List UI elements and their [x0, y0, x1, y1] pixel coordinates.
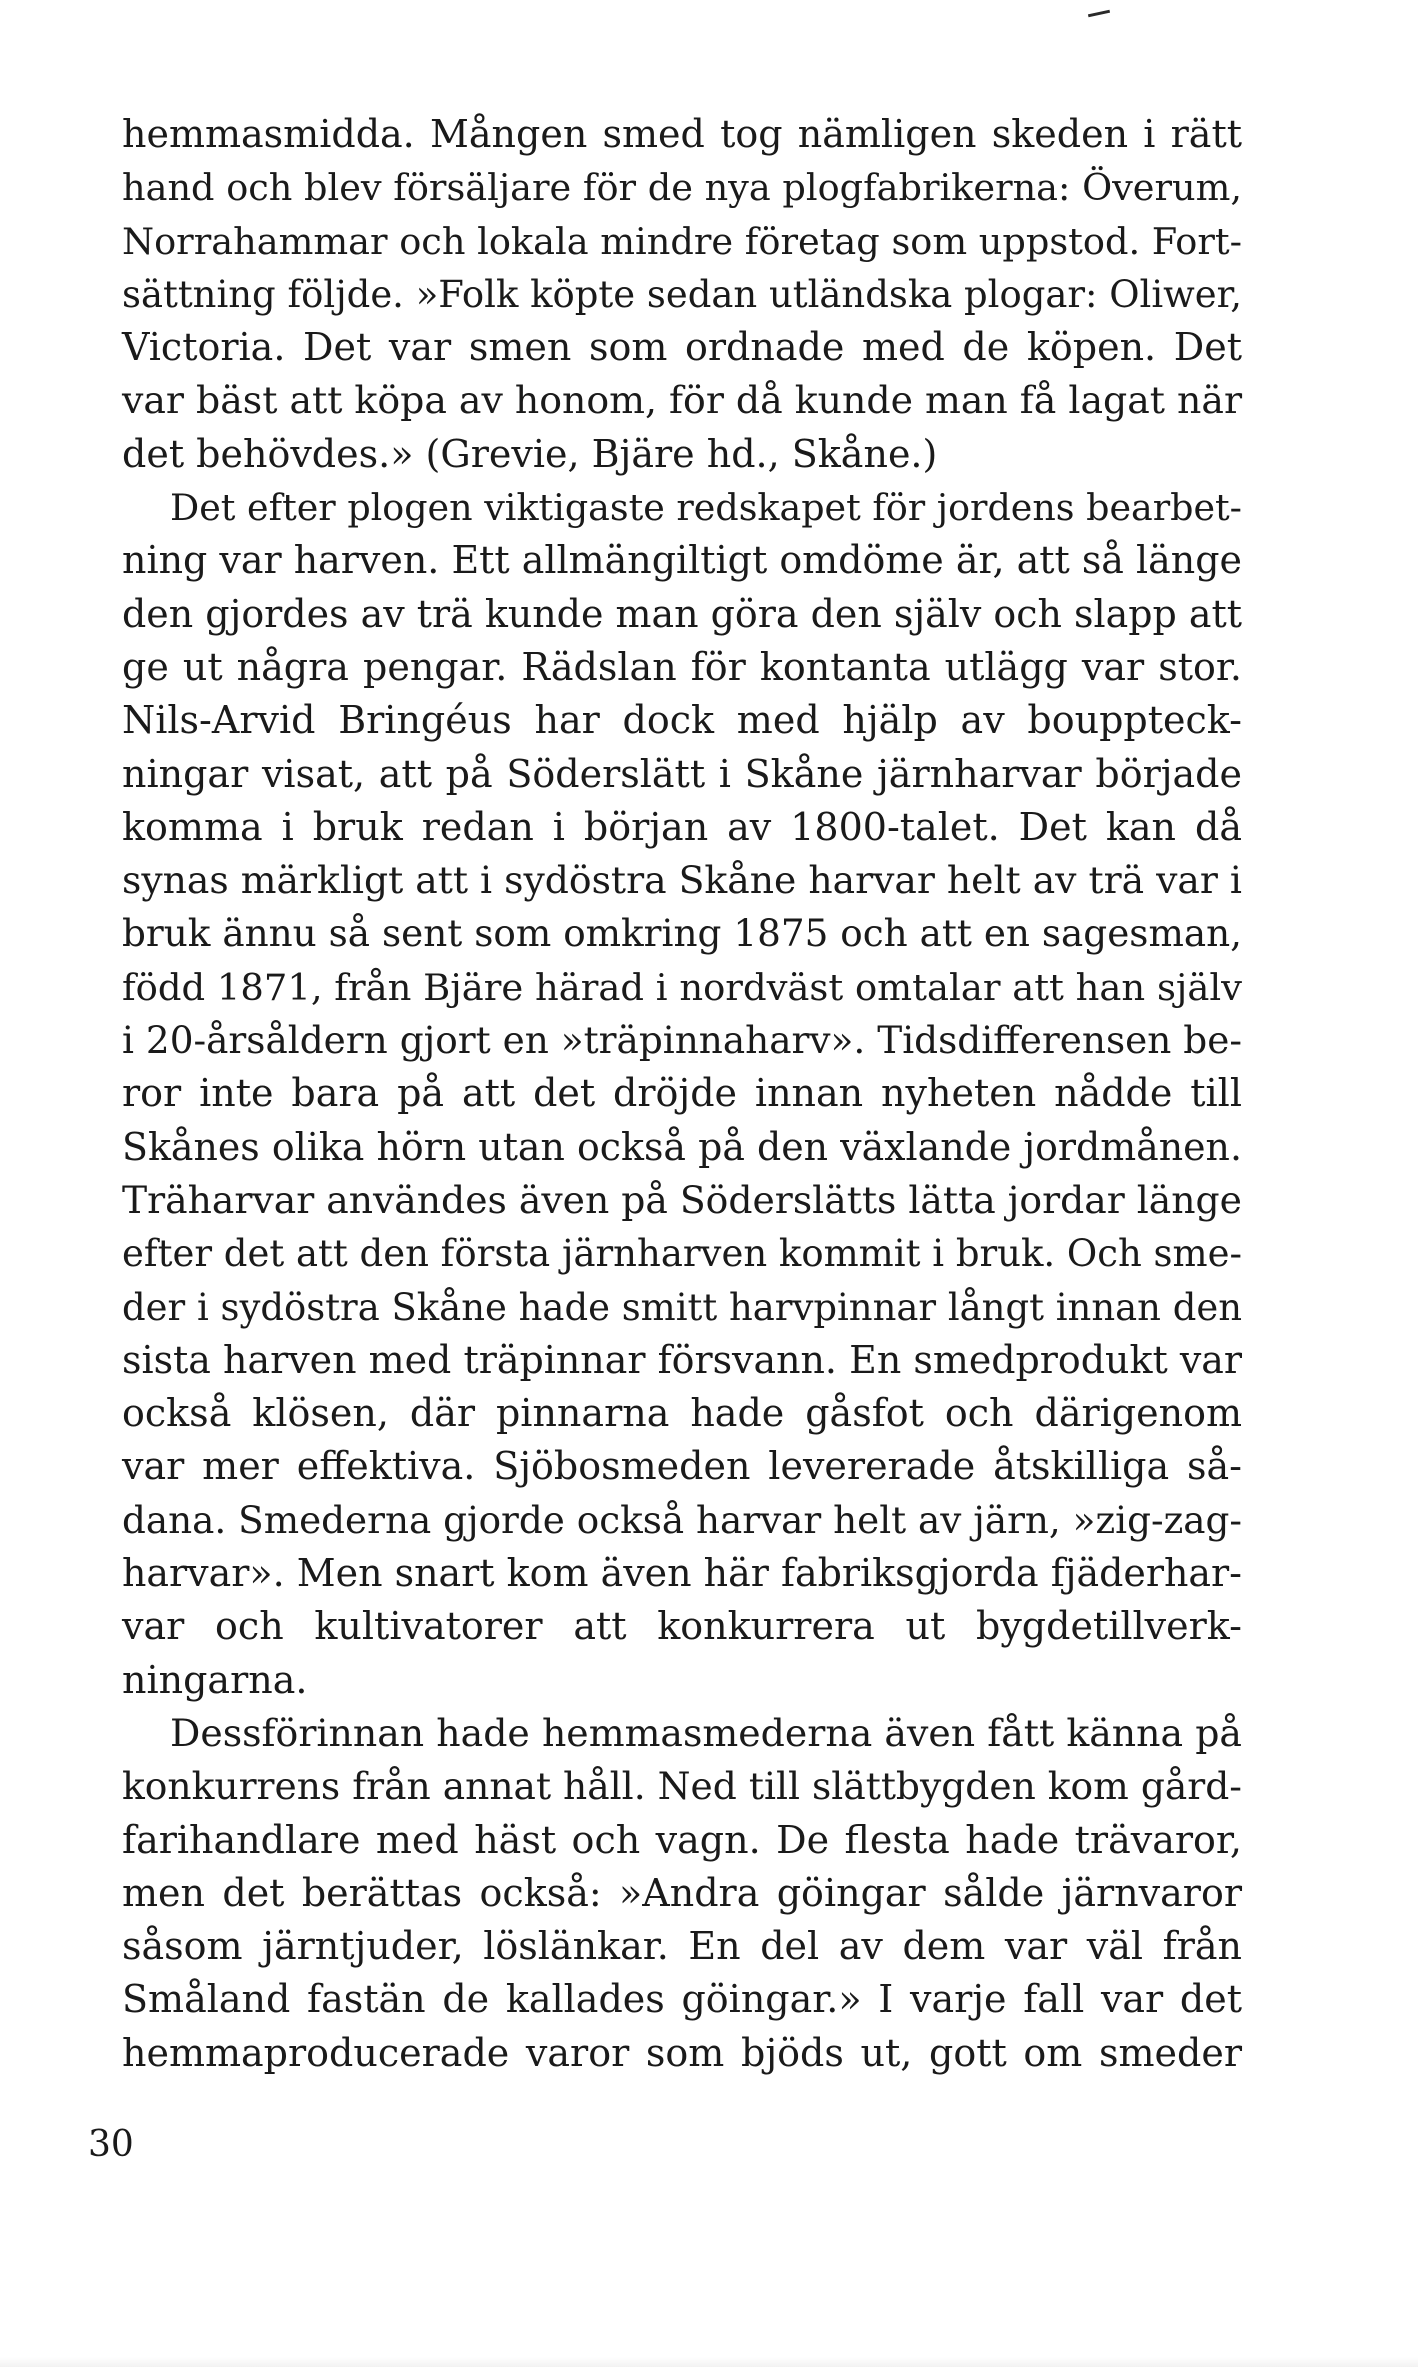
text-line: det behövdes.» (Grevie, Bjäre hd., Skåne.) [122, 431, 938, 476]
text-line: ningarna. [122, 1657, 308, 1702]
text-line: Skånes olika hörn utan också på den växlande jordmånen. [122, 1124, 1242, 1169]
text-line: var bäst att köpa av honom, för då kunde man få lagat när [122, 378, 1243, 423]
body-text [122, 108, 1242, 2080]
text-line: ge ut några pengar. Rädslan för kontanta utlägg var stor. [122, 644, 1242, 689]
text-line: i 20-årsåldern gjort en »träpinnaharv». Tidsdifferensen be- [122, 1018, 1242, 1063]
text-line: också klösen, där pinnarna hade gåsfot och därigenom [122, 1391, 1242, 1436]
text-line: ror inte bara på att det dröjde innan nyheten nådde till [122, 1071, 1242, 1116]
corner-mark [1088, 10, 1110, 18]
text-line: Norrahammar och lokala mindre företag som uppstod. Fort- [122, 219, 1242, 263]
page-edge [0, 2357, 1418, 2367]
text-line: såsom järntjuder, löslänkar. En del av dem var väl från [122, 1924, 1242, 1969]
text-line: ningar visat, att på Söderslätt i Skåne järnharvar började [122, 751, 1242, 796]
text-line: sista harven med träpinnar försvann. En smedprodukt var [122, 1337, 1242, 1382]
text-line: konkurrens från annat håll. Ned till slättbygden kom gård- [122, 1764, 1242, 1809]
text-line: den gjordes av trä kunde man göra den själv och slapp att [122, 591, 1242, 636]
text-line: var och kultivatorer att konkurrera ut bygdetillverk- [122, 1604, 1242, 1649]
text-line: Dessförinnan hade hemmasmederna även fått känna på [170, 1710, 1242, 1755]
text-line: Nils-Arvid Bringéus har dock med hjälp av bouppteck- [122, 698, 1242, 743]
text-line: bruk ännu så sent som omkring 1875 och att en sagesman, [122, 911, 1242, 956]
text-line: Småland fastän de kallades göingar.» I varje fall var det [122, 1977, 1242, 2022]
text-line: Det efter plogen viktigaste redskapet för jordens bearbet- [170, 486, 1242, 530]
text-line: synas märkligt att i sydöstra Skåne harvar helt av trä var i [122, 858, 1242, 903]
page-number: 30 [88, 2124, 134, 2165]
text-line: farihandlare med häst och vagn. De flesta hade trävaror, [122, 1817, 1242, 1862]
paragraph-3 [122, 1707, 1242, 2080]
text-line: ning var harven. Ett allmängiltigt omdöme är, att så länge [122, 538, 1242, 583]
text-line: Träharvar användes även på Söderslätts lätta jordar länge [122, 1177, 1242, 1222]
text-line: dana. Smederna gjorde också harvar helt av järn, »zig-zag- [122, 1497, 1242, 1542]
text-line: hemmaproducerade varor som bjöds ut, gott om smeder [122, 2030, 1242, 2075]
text-line: Victoria. Det var smen som ordnade med de köpen. Det [122, 325, 1242, 370]
paragraph-1 [122, 108, 1242, 481]
text-line: efter det att den första järnharven kommit i bruk. Och sme- [122, 1232, 1242, 1276]
text-line: hemmasmidda. Mången smed tog nämligen skeden i rätt [122, 112, 1242, 156]
text-line: var mer effektiva. Sjöbosmeden levererade åtskilliga så- [122, 1444, 1242, 1489]
text-line: komma i bruk redan i början av 1800-talet. Det kan då [122, 804, 1242, 849]
text-line: harvar». Men snart kom även här fabriksgjorda fjäderhar- [122, 1551, 1242, 1596]
paragraph-2 [122, 481, 1242, 1707]
text-line: hand och blev försäljare för de nya plogfabrikerna: Överum, [122, 166, 1242, 210]
text-line: sättning följde. »Folk köpte sedan utländska plogar: Oliwer, [122, 272, 1242, 316]
text-line: der i sydöstra Skåne hade smitt harvpinnar långt innan den [122, 1285, 1242, 1329]
text-line: född 1871, från Bjäre härad i nordväst omtalar att han själv [122, 965, 1242, 1009]
text-line: men det berättas också: »Andra göingar sålde järnvaror [122, 1870, 1242, 1915]
